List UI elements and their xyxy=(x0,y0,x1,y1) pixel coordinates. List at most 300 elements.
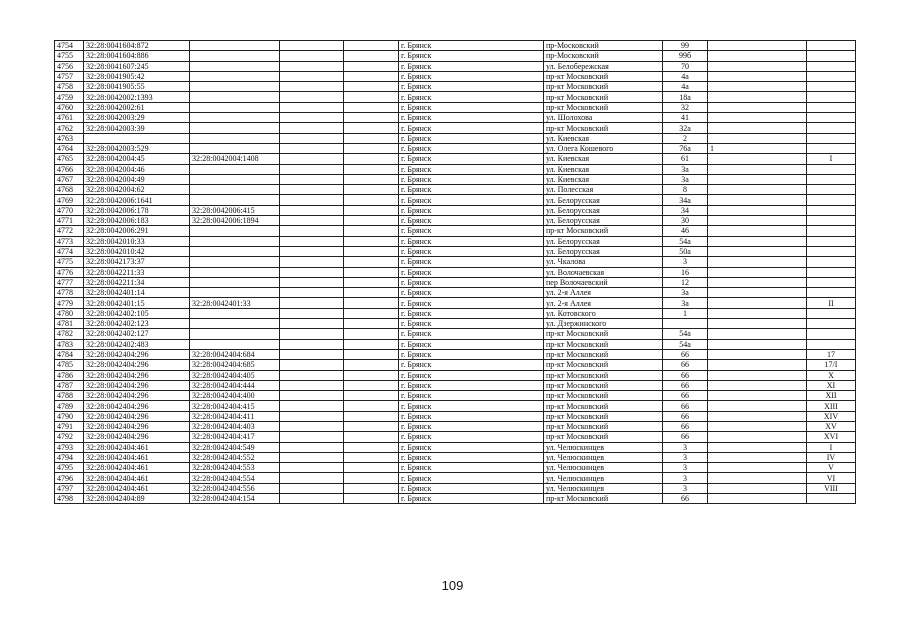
building-cell xyxy=(708,92,807,102)
empty-cell xyxy=(280,349,344,359)
city-cell: г. Брянск xyxy=(399,473,544,483)
linked-cadastral-cell xyxy=(190,41,280,51)
city-cell: г. Брянск xyxy=(399,277,544,287)
table-row xyxy=(55,360,856,370)
empty-cell xyxy=(280,61,344,71)
empty-cell xyxy=(344,473,399,483)
row-number-cell: 4773 xyxy=(55,236,84,246)
cadastral-number-cell: 32:28:0042002:1393 xyxy=(84,92,190,102)
city-cell: г. Брянск xyxy=(399,113,544,123)
building-cell xyxy=(708,82,807,92)
city-cell: г. Брянск xyxy=(399,329,544,339)
empty-cell xyxy=(344,236,399,246)
premise-cell xyxy=(807,308,856,318)
linked-cadastral-cell: 32:28:0042404:685 xyxy=(190,360,280,370)
street-cell: ул. Белорусская xyxy=(544,216,663,226)
row-number-cell: 4796 xyxy=(55,473,84,483)
building-cell xyxy=(708,113,807,123)
empty-cell xyxy=(280,195,344,205)
street-cell: ул. Белорусская xyxy=(544,246,663,256)
cadastral-number-cell: 32:28:0041905:55 xyxy=(84,82,190,92)
house-cell: 54а xyxy=(663,236,708,246)
table-row xyxy=(55,113,856,123)
city-cell: г. Брянск xyxy=(399,246,544,256)
building-cell xyxy=(708,483,807,493)
city-cell: г. Брянск xyxy=(399,92,544,102)
building-cell xyxy=(708,236,807,246)
linked-cadastral-cell xyxy=(190,195,280,205)
linked-cadastral-cell xyxy=(190,277,280,287)
street-cell: пр-кт Московский xyxy=(544,411,663,421)
empty-cell xyxy=(280,123,344,133)
street-cell: ул. 2-я Аллея xyxy=(544,288,663,298)
house-cell: 66 xyxy=(663,380,708,390)
city-cell: г. Брянск xyxy=(399,102,544,112)
row-number-cell: 4777 xyxy=(55,277,84,287)
city-cell: г. Брянск xyxy=(399,216,544,226)
table-row xyxy=(55,71,856,81)
row-number-cell: 4755 xyxy=(55,51,84,61)
cadastral-number-cell: 32:28:0042003:29 xyxy=(84,113,190,123)
linked-cadastral-cell xyxy=(190,51,280,61)
house-cell: 34 xyxy=(663,205,708,215)
building-cell: 1 xyxy=(708,143,807,153)
cadastral-number-cell: 32:28:0042004:49 xyxy=(84,174,190,184)
linked-cadastral-cell: 32:28:0042404:444 xyxy=(190,380,280,390)
table-row xyxy=(55,205,856,215)
row-number-cell: 4781 xyxy=(55,319,84,329)
building-cell xyxy=(708,421,807,431)
cadastral-number-cell: 32:28:0042404:296 xyxy=(84,401,190,411)
table-row xyxy=(55,267,856,277)
empty-cell xyxy=(280,391,344,401)
cadastral-number-cell: 32:28:0042404:296 xyxy=(84,432,190,442)
table-row xyxy=(55,226,856,236)
city-cell: г. Брянск xyxy=(399,236,544,246)
building-cell xyxy=(708,411,807,421)
empty-cell xyxy=(280,41,344,51)
house-cell: 3 xyxy=(663,483,708,493)
house-cell: 3 xyxy=(663,442,708,452)
building-cell xyxy=(708,102,807,112)
premise-cell xyxy=(807,236,856,246)
row-number-cell: 4779 xyxy=(55,298,84,308)
premise-cell xyxy=(807,246,856,256)
street-cell: ул. Челюскинцев xyxy=(544,442,663,452)
linked-cadastral-cell: 32:28:0042404:411 xyxy=(190,411,280,421)
linked-cadastral-cell: 32:28:0042404:405 xyxy=(190,370,280,380)
cadastral-number-cell: 32:28:0042003:529 xyxy=(84,143,190,153)
city-cell: г. Брянск xyxy=(399,319,544,329)
linked-cadastral-cell: 32:28:0042404:556 xyxy=(190,483,280,493)
premise-cell xyxy=(807,277,856,287)
empty-cell xyxy=(344,391,399,401)
linked-cadastral-cell xyxy=(190,143,280,153)
street-cell: ул. Волочаевская xyxy=(544,267,663,277)
building-cell xyxy=(708,432,807,442)
linked-cadastral-cell xyxy=(190,308,280,318)
house-cell: 54а xyxy=(663,329,708,339)
house-cell: 41 xyxy=(663,113,708,123)
cadastral-number-cell: 32:28:0042006:183 xyxy=(84,216,190,226)
house-cell: 99б xyxy=(663,51,708,61)
row-number-cell: 4786 xyxy=(55,370,84,380)
empty-cell xyxy=(344,483,399,493)
registry-table xyxy=(54,40,856,504)
empty-cell xyxy=(280,82,344,92)
house-cell: 2 xyxy=(663,133,708,143)
street-cell: ул. Челюскинцев xyxy=(544,452,663,462)
empty-cell xyxy=(344,442,399,452)
linked-cadastral-cell: 32:28:0042006:415 xyxy=(190,205,280,215)
empty-cell xyxy=(344,195,399,205)
linked-cadastral-cell xyxy=(190,61,280,71)
table-row xyxy=(55,277,856,287)
house-cell: 61 xyxy=(663,154,708,164)
street-cell: ул. Полесская xyxy=(544,185,663,195)
premise-cell: X xyxy=(807,370,856,380)
building-cell xyxy=(708,205,807,215)
empty-cell xyxy=(344,380,399,390)
linked-cadastral-cell xyxy=(190,123,280,133)
premise-cell xyxy=(807,102,856,112)
row-number-cell: 4787 xyxy=(55,380,84,390)
linked-cadastral-cell: 32:28:0042401:33 xyxy=(190,298,280,308)
empty-cell xyxy=(344,463,399,473)
building-cell xyxy=(708,277,807,287)
linked-cadastral-cell xyxy=(190,71,280,81)
premise-cell xyxy=(807,267,856,277)
cadastral-number-cell: 32:28:0042404:461 xyxy=(84,463,190,473)
row-number-cell: 4770 xyxy=(55,205,84,215)
house-cell: 66 xyxy=(663,411,708,421)
city-cell: г. Брянск xyxy=(399,483,544,493)
table-row xyxy=(55,246,856,256)
city-cell: г. Брянск xyxy=(399,494,544,504)
premise-cell: XIII xyxy=(807,401,856,411)
building-cell xyxy=(708,380,807,390)
linked-cadastral-cell xyxy=(190,113,280,123)
row-number-cell: 4776 xyxy=(55,267,84,277)
street-cell: пр-кт Московский xyxy=(544,494,663,504)
cadastral-number-cell xyxy=(84,133,190,143)
building-cell xyxy=(708,298,807,308)
cadastral-number-cell: 32:28:0042402:105 xyxy=(84,308,190,318)
cadastral-number-cell: 32:28:0041607:245 xyxy=(84,61,190,71)
table-row xyxy=(55,154,856,164)
premise-cell xyxy=(807,51,856,61)
street-cell: ул. Белобережская xyxy=(544,61,663,71)
linked-cadastral-cell xyxy=(190,288,280,298)
house-cell: 54а xyxy=(663,339,708,349)
row-number-cell: 4780 xyxy=(55,308,84,318)
premise-cell: 17/I xyxy=(807,360,856,370)
empty-cell xyxy=(344,277,399,287)
linked-cadastral-cell xyxy=(190,133,280,143)
city-cell: г. Брянск xyxy=(399,391,544,401)
empty-cell xyxy=(344,113,399,123)
city-cell: г. Брянск xyxy=(399,401,544,411)
linked-cadastral-cell: 32:28:0042404:549 xyxy=(190,442,280,452)
empty-cell xyxy=(344,185,399,195)
empty-cell xyxy=(280,370,344,380)
row-number-cell: 4762 xyxy=(55,123,84,133)
empty-cell xyxy=(344,329,399,339)
house-cell: 3а xyxy=(663,174,708,184)
house-cell: 76а xyxy=(663,143,708,153)
house-cell: 34а xyxy=(663,195,708,205)
premise-cell xyxy=(807,123,856,133)
cadastral-number-cell: 32:28:0042003:39 xyxy=(84,123,190,133)
house-cell: 3 xyxy=(663,473,708,483)
premise-cell: V xyxy=(807,463,856,473)
street-cell: ул. Белорусская xyxy=(544,205,663,215)
building-cell xyxy=(708,154,807,164)
row-number-cell: 4756 xyxy=(55,61,84,71)
cadastral-number-cell: 32:28:0042404:296 xyxy=(84,370,190,380)
building-cell xyxy=(708,71,807,81)
premise-cell xyxy=(807,174,856,184)
empty-cell xyxy=(344,401,399,411)
street-cell: пр-кт Московский xyxy=(544,102,663,112)
street-cell: ул. Челюскинцев xyxy=(544,483,663,493)
table-row xyxy=(55,123,856,133)
empty-cell xyxy=(280,483,344,493)
cadastral-number-cell: 32:28:0042402:123 xyxy=(84,319,190,329)
cadastral-number-cell: 32:28:0041604:872 xyxy=(84,41,190,51)
house-cell: 3а xyxy=(663,298,708,308)
table-row xyxy=(55,432,856,442)
cadastral-number-cell: 32:28:0042402:127 xyxy=(84,329,190,339)
table-row xyxy=(55,391,856,401)
table-row xyxy=(55,41,856,51)
table-row xyxy=(55,185,856,195)
premise-cell xyxy=(807,92,856,102)
empty-cell xyxy=(344,82,399,92)
cadastral-number-cell: 32:28:0042401:15 xyxy=(84,298,190,308)
cadastral-number-cell: 32:28:0042211:34 xyxy=(84,277,190,287)
row-number-cell: 4758 xyxy=(55,82,84,92)
empty-cell xyxy=(280,143,344,153)
linked-cadastral-cell xyxy=(190,329,280,339)
premise-cell xyxy=(807,494,856,504)
empty-cell xyxy=(280,473,344,483)
row-number-cell: 4772 xyxy=(55,226,84,236)
table-row xyxy=(55,288,856,298)
premise-cell: XVI xyxy=(807,432,856,442)
street-cell: пр-кт Московский xyxy=(544,360,663,370)
house-cell: 99 xyxy=(663,41,708,51)
premise-cell xyxy=(807,61,856,71)
linked-cadastral-cell: 32:28:0042404:417 xyxy=(190,432,280,442)
table-row xyxy=(55,421,856,431)
house-cell: 12 xyxy=(663,277,708,287)
table-row xyxy=(55,329,856,339)
table-row xyxy=(55,164,856,174)
empty-cell xyxy=(280,432,344,442)
cadastral-number-cell: 32:28:0042404:461 xyxy=(84,473,190,483)
city-cell: г. Брянск xyxy=(399,143,544,153)
street-cell: пр-кт Московский xyxy=(544,349,663,359)
linked-cadastral-cell xyxy=(190,226,280,236)
premise-cell xyxy=(807,257,856,267)
cadastral-number-cell: 32:28:0042404:461 xyxy=(84,483,190,493)
empty-cell xyxy=(344,143,399,153)
premise-cell xyxy=(807,164,856,174)
empty-cell xyxy=(344,308,399,318)
empty-cell xyxy=(280,164,344,174)
building-cell xyxy=(708,216,807,226)
building-cell xyxy=(708,267,807,277)
city-cell: г. Брянск xyxy=(399,442,544,452)
table-row xyxy=(55,257,856,267)
row-number-cell: 4768 xyxy=(55,185,84,195)
table-row xyxy=(55,411,856,421)
cadastral-number-cell: 32:28:0042006:1641 xyxy=(84,195,190,205)
empty-cell xyxy=(280,102,344,112)
house-cell xyxy=(663,319,708,329)
row-number-cell: 4792 xyxy=(55,432,84,442)
street-cell: ул. Челюскинцев xyxy=(544,473,663,483)
table-row xyxy=(55,61,856,71)
city-cell: г. Брянск xyxy=(399,349,544,359)
premise-cell xyxy=(807,82,856,92)
empty-cell xyxy=(344,421,399,431)
street-cell: пр-Московский xyxy=(544,51,663,61)
street-cell: ул. Белорусская xyxy=(544,195,663,205)
empty-cell xyxy=(280,277,344,287)
premise-cell: IV xyxy=(807,452,856,462)
building-cell xyxy=(708,329,807,339)
city-cell: г. Брянск xyxy=(399,267,544,277)
premise-cell xyxy=(807,71,856,81)
premise-cell xyxy=(807,185,856,195)
building-cell xyxy=(708,463,807,473)
house-cell: 30 xyxy=(663,216,708,226)
city-cell: г. Брянск xyxy=(399,339,544,349)
table-row xyxy=(55,51,856,61)
city-cell: г. Брянск xyxy=(399,411,544,421)
table-row xyxy=(55,92,856,102)
street-cell: пр-кт Московский xyxy=(544,71,663,81)
empty-cell xyxy=(344,319,399,329)
linked-cadastral-cell: 32:28:0042404:403 xyxy=(190,421,280,431)
row-number-cell: 4760 xyxy=(55,102,84,112)
house-cell: 32а xyxy=(663,123,708,133)
empty-cell xyxy=(344,339,399,349)
table-row xyxy=(55,463,856,473)
premise-cell xyxy=(807,288,856,298)
premise-cell xyxy=(807,133,856,143)
street-cell: пр-кт Московский xyxy=(544,123,663,133)
house-cell: 66 xyxy=(663,370,708,380)
city-cell: г. Брянск xyxy=(399,360,544,370)
row-number-cell: 4790 xyxy=(55,411,84,421)
linked-cadastral-cell: 32:28:0042404:552 xyxy=(190,452,280,462)
table-row xyxy=(55,339,856,349)
city-cell: г. Брянск xyxy=(399,308,544,318)
cadastral-number-cell: 32:28:0042402:483 xyxy=(84,339,190,349)
house-cell: 1 xyxy=(663,308,708,318)
premise-cell xyxy=(807,195,856,205)
premise-cell: 17 xyxy=(807,349,856,359)
empty-cell xyxy=(344,432,399,442)
row-number-cell: 4759 xyxy=(55,92,84,102)
row-number-cell: 4795 xyxy=(55,463,84,473)
cadastral-number-cell: 32:28:0042173:37 xyxy=(84,257,190,267)
building-cell xyxy=(708,442,807,452)
linked-cadastral-cell xyxy=(190,92,280,102)
empty-cell xyxy=(280,380,344,390)
cadastral-number-cell: 32:28:0041604:886 xyxy=(84,51,190,61)
cadastral-number-cell: 32:28:0042404:296 xyxy=(84,380,190,390)
row-number-cell: 4767 xyxy=(55,174,84,184)
linked-cadastral-cell xyxy=(190,174,280,184)
row-number-cell: 4775 xyxy=(55,257,84,267)
empty-cell xyxy=(344,370,399,380)
street-cell: ул. Белорусская xyxy=(544,236,663,246)
house-cell: 3а xyxy=(663,288,708,298)
premise-cell: VI xyxy=(807,473,856,483)
building-cell xyxy=(708,339,807,349)
premise-cell: II xyxy=(807,298,856,308)
premise-cell xyxy=(807,113,856,123)
street-cell: пр-кт Московский xyxy=(544,82,663,92)
premise-cell xyxy=(807,339,856,349)
cadastral-number-cell: 32:28:0042404:89 xyxy=(84,494,190,504)
table-row xyxy=(55,102,856,112)
street-cell: ул. Киевская xyxy=(544,154,663,164)
empty-cell xyxy=(280,113,344,123)
street-cell: пр-кт Московский xyxy=(544,432,663,442)
street-cell: ул. 2-я Аллея xyxy=(544,298,663,308)
table-row xyxy=(55,349,856,359)
row-number-cell: 4761 xyxy=(55,113,84,123)
premise-cell xyxy=(807,319,856,329)
linked-cadastral-cell xyxy=(190,257,280,267)
linked-cadastral-cell: 32:28:0042004:1408 xyxy=(190,154,280,164)
linked-cadastral-cell: 32:28:0042404:154 xyxy=(190,494,280,504)
table-row xyxy=(55,195,856,205)
premise-cell xyxy=(807,41,856,51)
house-cell: 16 xyxy=(663,267,708,277)
premise-cell: XI xyxy=(807,380,856,390)
cadastral-number-cell: 32:28:0042004:46 xyxy=(84,164,190,174)
city-cell: г. Брянск xyxy=(399,205,544,215)
empty-cell xyxy=(280,442,344,452)
house-cell: 4а xyxy=(663,82,708,92)
street-cell: пр-кт Московский xyxy=(544,339,663,349)
empty-cell xyxy=(280,411,344,421)
cadastral-number-cell: 32:28:0042404:461 xyxy=(84,442,190,452)
empty-cell xyxy=(344,360,399,370)
building-cell xyxy=(708,246,807,256)
cadastral-number-cell: 32:28:0042010:42 xyxy=(84,246,190,256)
empty-cell xyxy=(280,308,344,318)
table-row xyxy=(55,380,856,390)
building-cell xyxy=(708,349,807,359)
city-cell: г. Брянск xyxy=(399,380,544,390)
city-cell: г. Брянск xyxy=(399,257,544,267)
building-cell xyxy=(708,288,807,298)
street-cell: пр-кт Московский xyxy=(544,421,663,431)
city-cell: г. Брянск xyxy=(399,452,544,462)
empty-cell xyxy=(280,216,344,226)
row-number-cell: 4794 xyxy=(55,452,84,462)
table-row xyxy=(55,370,856,380)
cadastral-number-cell: 32:28:0042002:61 xyxy=(84,102,190,112)
street-cell: пр-кт Московский xyxy=(544,380,663,390)
